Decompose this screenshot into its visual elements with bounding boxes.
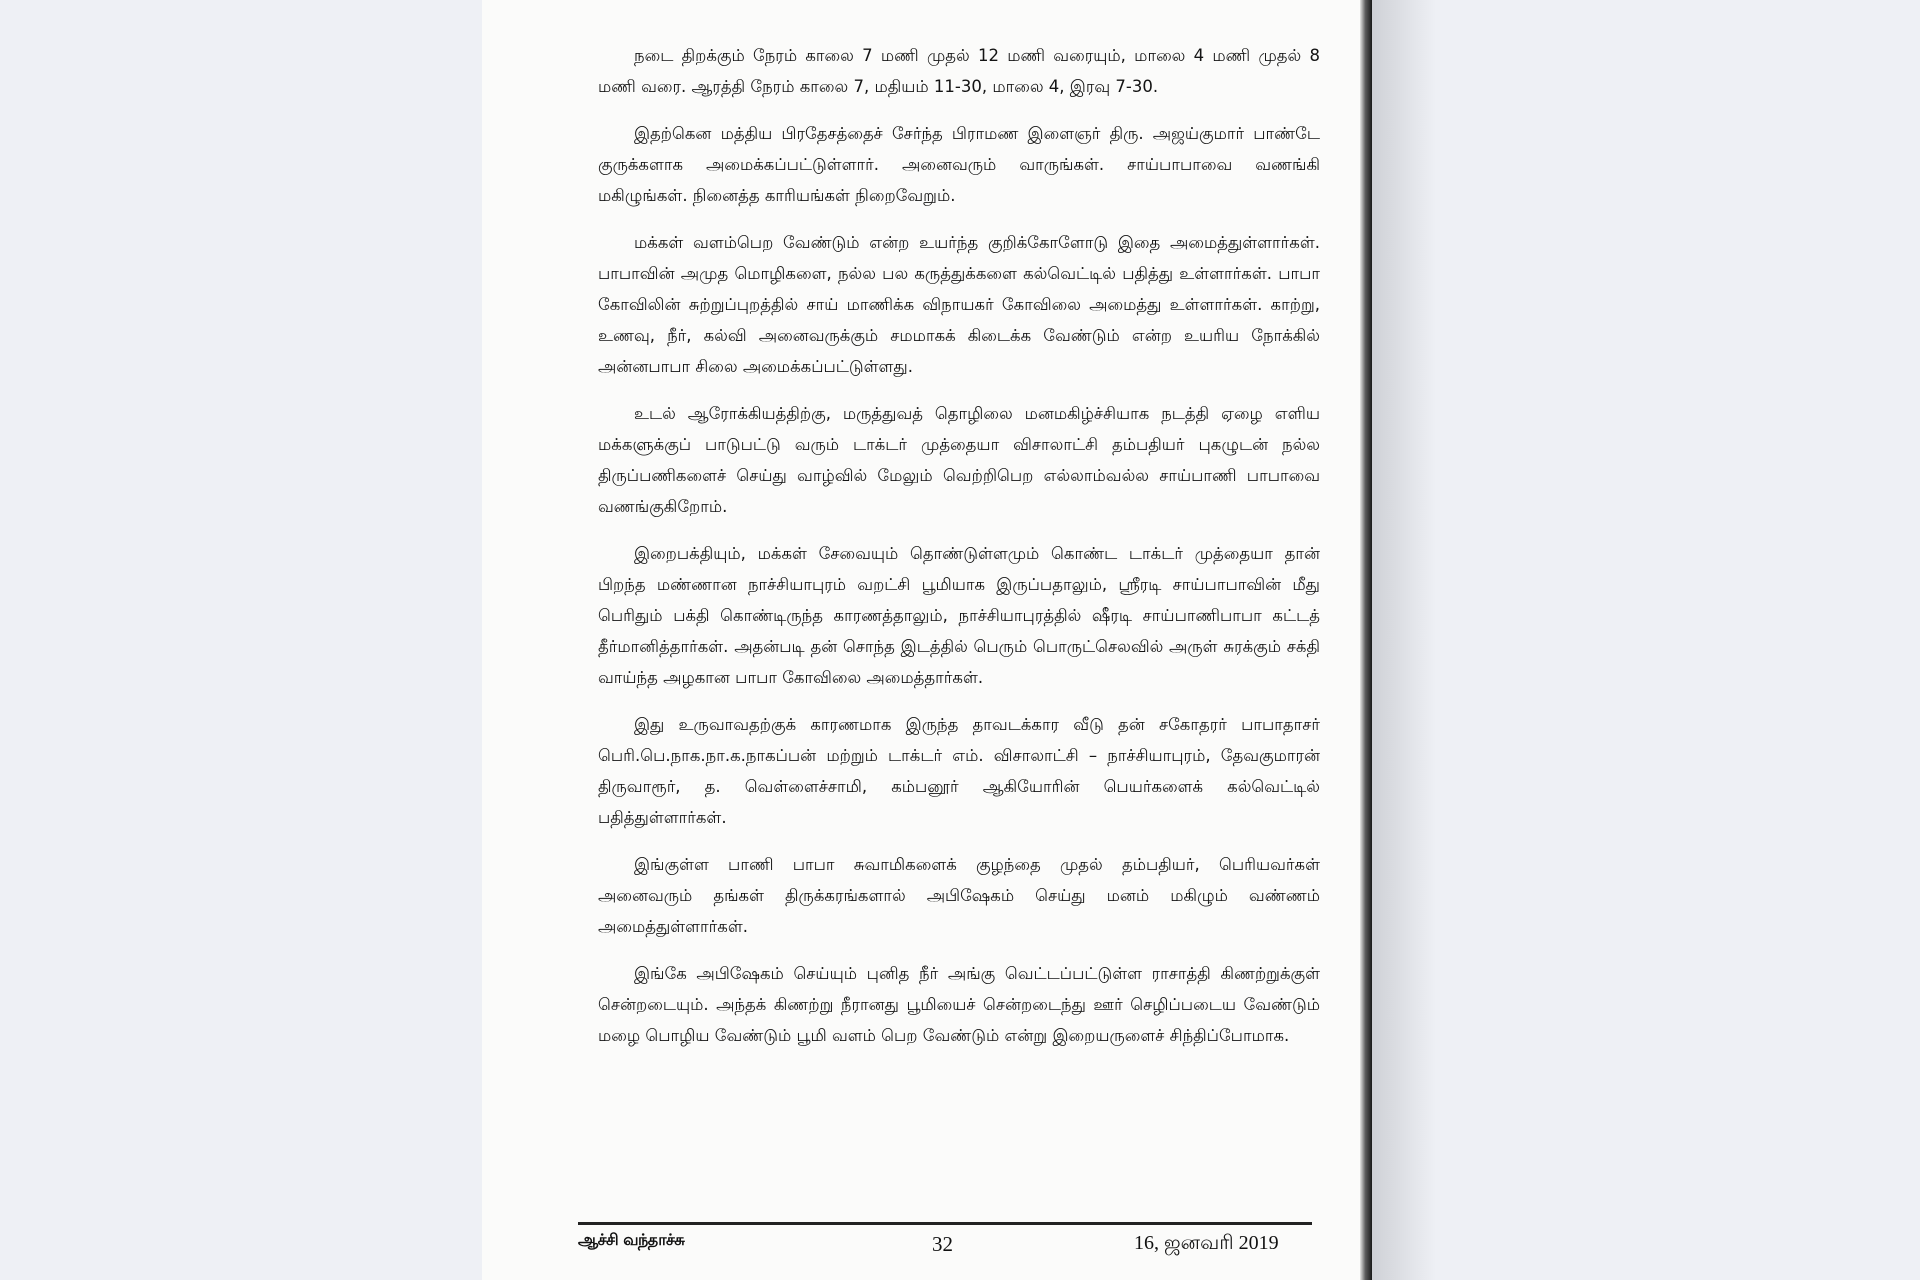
- paragraph-8: இங்கே அபிஷேகம் செய்யும் புனித நீர் அங்கு வெட்டப்பட்டுள்ள ராசாத்தி கிணற்றுக்குள் சென்றடையும். அந்தக் கிணற்று நீரானது பூமியைச் சென்றடைந்து ஊர் செழிப்படைய வேண்டும் மழை பொழிய வேண்டும் பூமி வளம் பெற வேண்டும் என்று இறையருளைச் சிந்திப்போமாக.: [598, 964, 1320, 1045]
- body-text: [598, 40, 1320, 1067]
- paragraph-4: உடல் ஆரோக்கியத்திற்கு, மருத்துவத் தொழிலை மனமகிழ்ச்சியாக நடத்தி ஏழை எளிய மக்களுக்குப் பாடுபட்டு வரும் டாக்டர் முத்தையா விசாலாட்சி தம்பதியர் புகழுடன் நல்ல திருப்பணிகளைச் செய்து வாழ்வில் மேலும் வெற்றிபெற எல்லாம்வல்ல சாய்பாணி பாபாவை வணங்குகிறோம்.: [598, 404, 1320, 516]
- page-binding-edge: [1360, 0, 1372, 1280]
- right-background: [1436, 0, 1920, 1280]
- binding-shadow: [1372, 0, 1436, 1280]
- document-page: [482, 0, 1370, 1280]
- paragraph-3: மக்கள் வளம்பெற வேண்டும் என்ற உயர்ந்த குறிக்கோளோடு இதை அமைத்துள்ளார்கள். பாபாவின் அமுத மொழிகளை, நல்ல பல கருத்துக்களை கல்வெட்டில் பதித்து உள்ளார்கள். பாபா கோவிலின் சுற்றுப்புறத்தில் சாய் மாணிக்க விநாயகர் கோவிலை அமைத்து உள்ளார்கள். காற்று, உணவு, நீர், கல்வி அனைவருக்கும் சமமாகக் கிடைக்க வேண்டும் என்ற உயரிய நோக்கில் அன்னபாபா சிலை அமைக்கப்பட்டுள்ளது.: [598, 233, 1320, 376]
- paragraph-2: இதற்கென மத்திய பிரதேசத்தைச் சேர்ந்த பிராமண இளைஞர் திரு. அஜய்குமார் பாண்டே குருக்களாக அமைக்கப்பட்டுள்ளார். அனைவரும் வாருங்கள். சாய்பாபாவை வணங்கி மகிழுங்கள். நினைத்த காரியங்கள் நிறைவேறும்.: [598, 124, 1320, 205]
- paragraph-1: நடை திறக்கும் நேரம் காலை 7 மணி முதல் 12 மணி வரையும், மாலை 4 மணி முதல் 8 மணி வரை. ஆரத்தி நேரம் காலை 7, மதியம் 11-30, மாலை 4, இரவு 7-30.: [598, 46, 1320, 96]
- paragraph-7: இங்குள்ள பாணி பாபா சுவாமிகளைக் குழந்தை முதல் தம்பதியர், பெரியவர்கள் அனைவரும் தங்கள் திருக்கரங்களால் அபிஷேகம் செய்து மனம் மகிழும் வண்ணம் அமைத்துள்ளார்கள்.: [598, 855, 1320, 936]
- footer-divider: [578, 1222, 1312, 1225]
- paragraph-6: இது உருவாவதற்குக் காரணமாக இருந்த தாவடக்கார வீடு தன் சகோதரர் பாபாதாசர் பெரி.பெ.நாக.நா.க.நாகப்பன் மற்றும் டாக்டர் எம். விசாலாட்சி – நாச்சியாபுரம், தேவகுமாரன் திருவாரூர், த. வெள்ளைச்சாமி, கம்பனூர் ஆகியோரின் பெயர்களைக் கல்வெட்டில் பதித்துள்ளார்கள்.: [598, 715, 1320, 827]
- footer-date: 16, ஜனவரி 2019: [1134, 1232, 1279, 1254]
- footer-magazine-title: ஆச்சி வந்தாச்சு: [578, 1230, 685, 1249]
- paragraph-5: இறைபக்தியும், மக்கள் சேவையும் தொண்டுள்ளமும் கொண்ட டாக்டர் முத்தையா தான் பிறந்த மண்ணான நாச்சியாபுரம் வறட்சி பூமியாக இருப்பதாலும், ஸ்ரீரடி சாய்பாபாவின் மீது பெரிதும் பக்தி கொண்டிருந்த காரணத்தாலும், நாச்சியாபுரத்தில் ஷீரடி சாய்பாணிபாபா கட்டத் தீர்மானித்தார்கள். அதன்படி தன் சொந்த இடத்தில் பெரும் பொருட்செலவில் அருள் சுரக்கும் சக்தி வாய்ந்த அழகான பாபா கோவிலை அமைத்தார்கள்.: [598, 544, 1320, 687]
- footer-page-number: 32: [932, 1232, 953, 1256]
- left-background: [0, 0, 482, 1280]
